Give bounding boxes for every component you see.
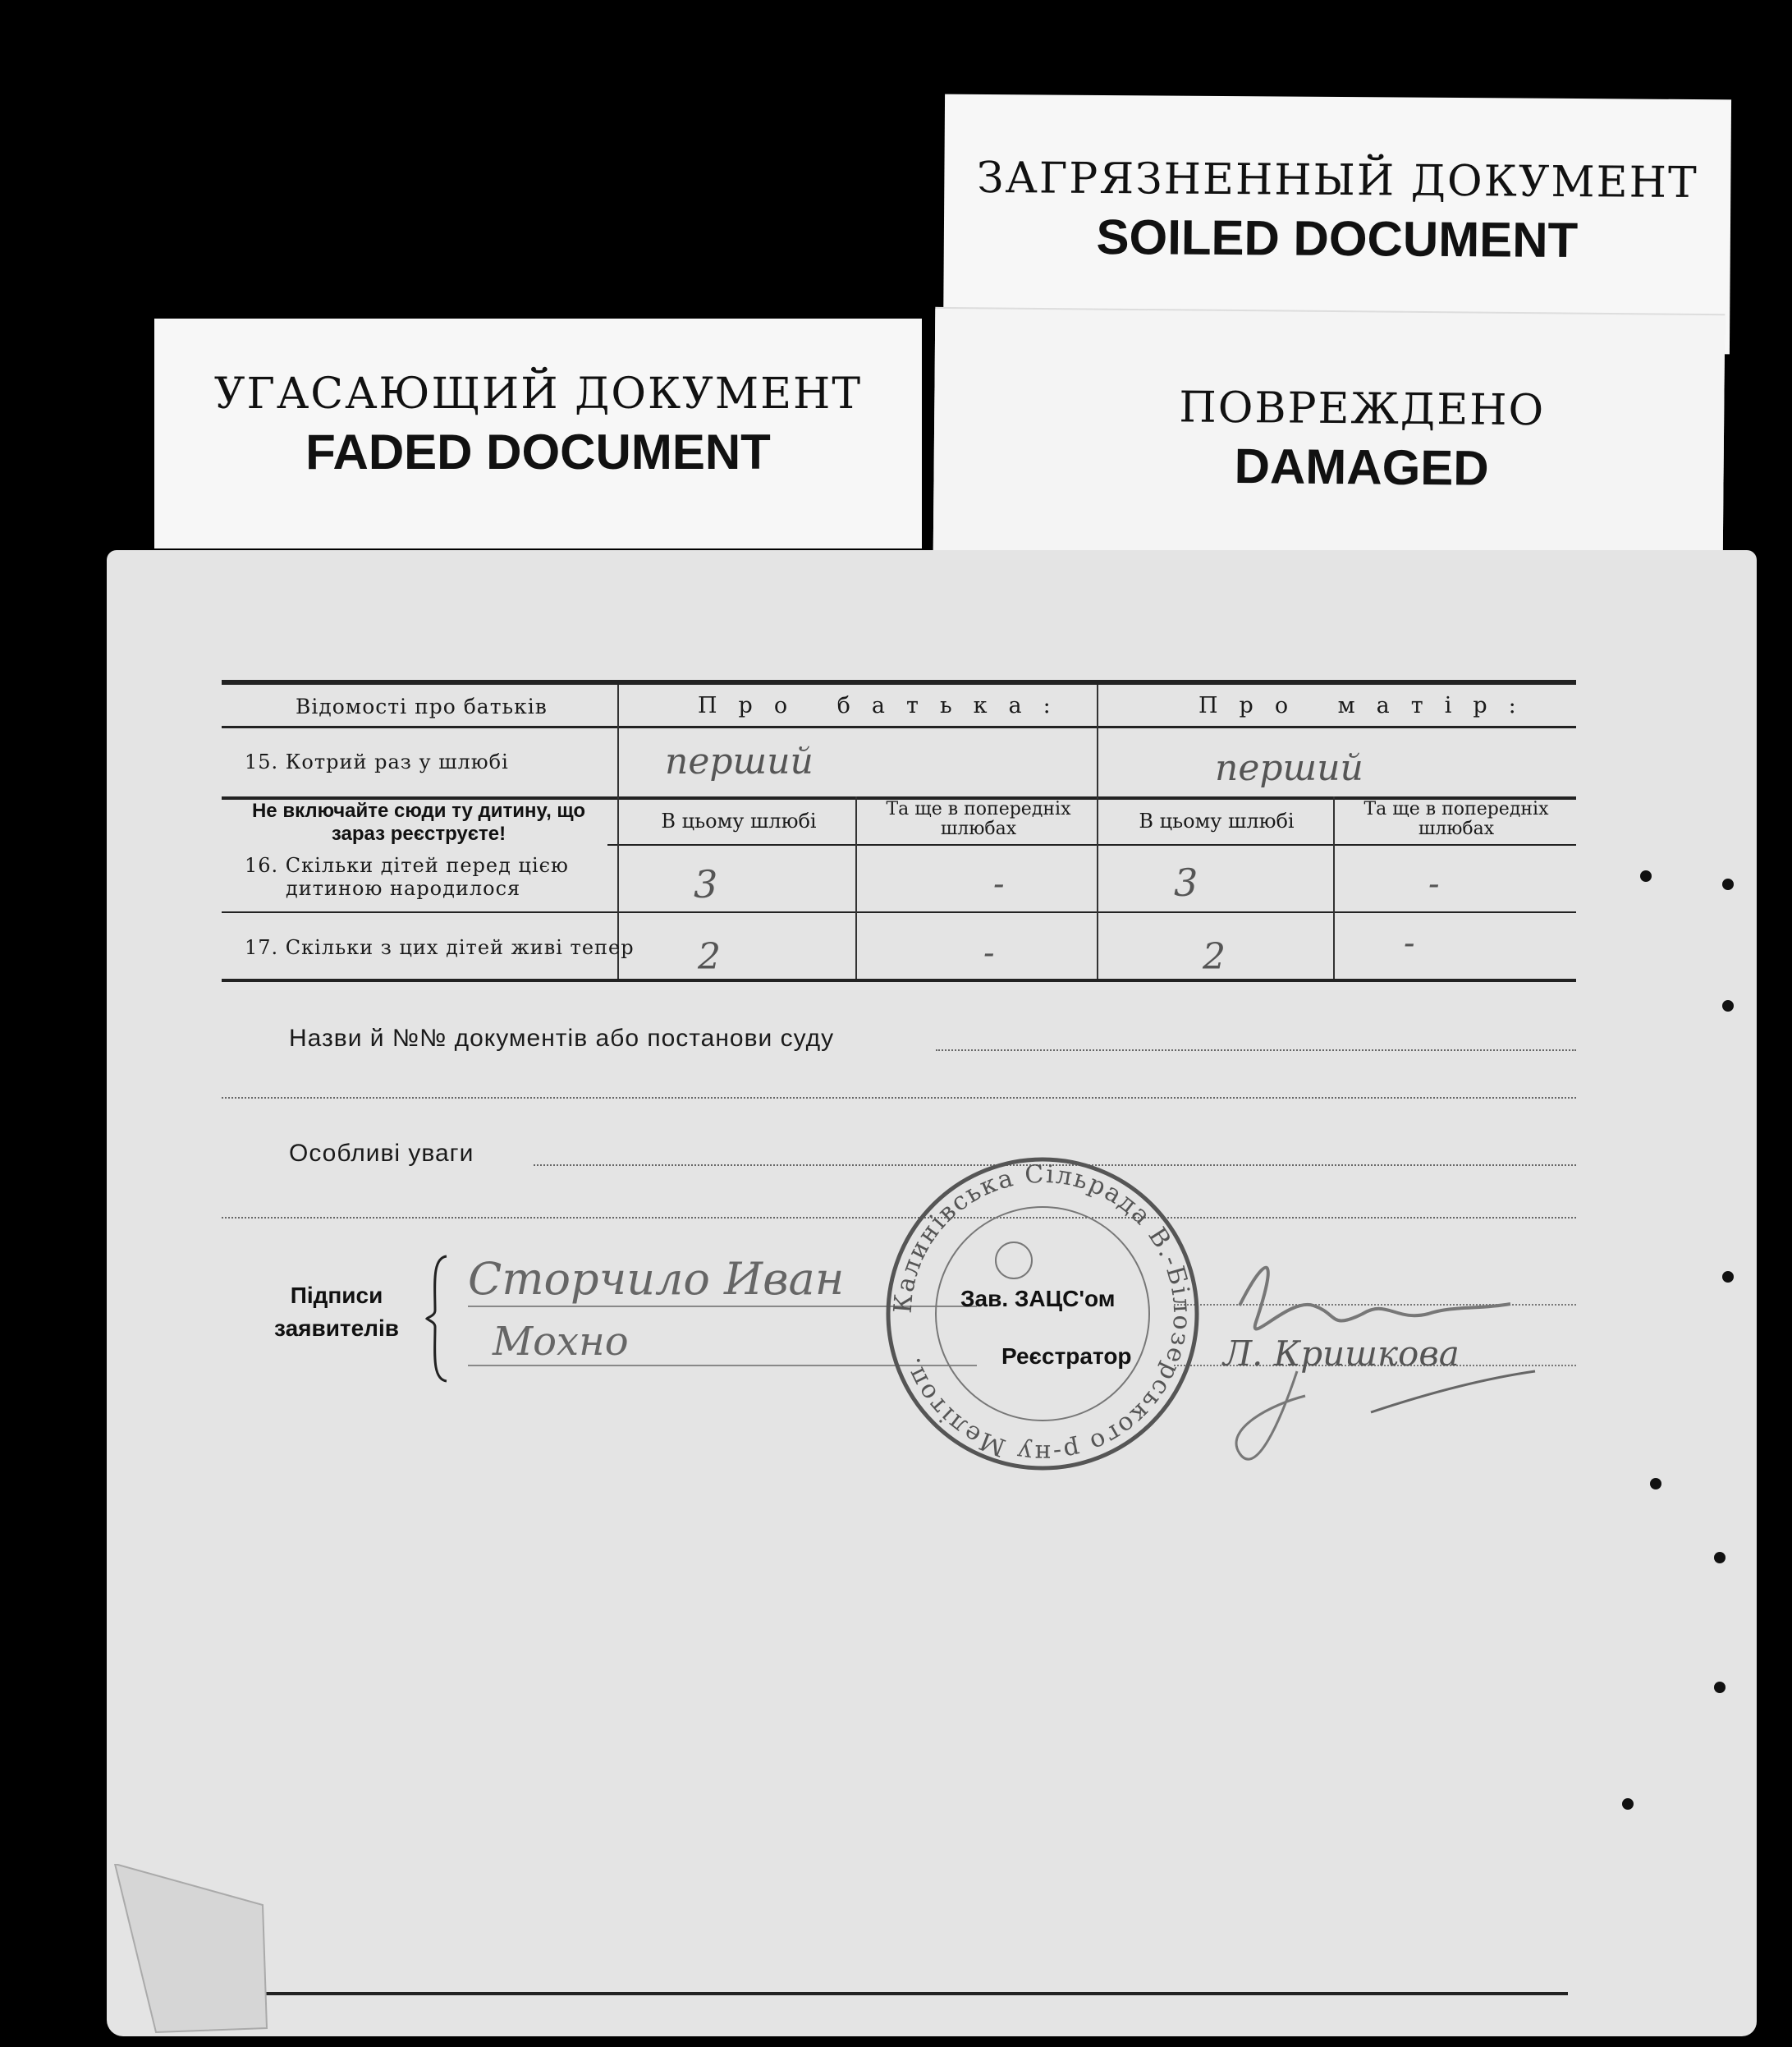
punch-hole-1	[1640, 870, 1652, 882]
header-parents-info: Відомості про батьків	[296, 695, 548, 718]
signatures-brace	[425, 1253, 450, 1384]
exclude-child-note: Не включайте сюди ту дитину, що зараз реєструєте!	[251, 800, 586, 845]
table-col-divider-1	[617, 685, 619, 979]
table-col-divider-3	[1097, 685, 1098, 979]
table-top-rule	[222, 680, 1576, 685]
row17-father-prev: -	[983, 934, 995, 972]
row15-label: 15. Котрий раз у шлюбі	[245, 750, 509, 773]
father-this-marriage-head: В цьому шлюбі	[661, 810, 817, 833]
soiled-label-en: SOILED DOCUMENT	[1096, 209, 1579, 268]
row17-label: 17. Скільки з цих дітей живі тепер	[245, 936, 635, 959]
row17-father-this: 2	[698, 936, 721, 978]
punch-hole-6	[1714, 1552, 1726, 1563]
punch-hole-7	[1714, 1682, 1726, 1693]
damaged-label	[933, 309, 1726, 562]
punch-hole-2	[1722, 879, 1734, 890]
table-col-divider-4	[1333, 796, 1335, 979]
documents-field-line-2	[222, 1097, 1576, 1099]
stamp-outer-text: Калинівська Сільрада В.-Білозерського р-ну Мелітоп.	[888, 1159, 1197, 1468]
row17-mother-this: 2	[1203, 936, 1226, 978]
zags-head-label: Зав. ЗАЦС'ом	[960, 1286, 1116, 1311]
table-header-rule	[222, 726, 1576, 728]
punch-hole-8	[1622, 1798, 1634, 1810]
faded-document-label	[154, 319, 922, 548]
registrar-label: Реєстратор	[1001, 1343, 1132, 1369]
header-father: Про батька:	[698, 693, 1072, 718]
folded-corner	[107, 1864, 271, 2036]
faded-label-ru: УГАСАЮЩИЙ ДОКУМЕНТ	[213, 369, 863, 419]
page-bottom-rule	[246, 1992, 1568, 1995]
father-prev-marriages-head: Та ще в попередніх шлюбах	[886, 799, 1071, 839]
header-mother: Про матір:	[1198, 693, 1538, 718]
punch-hole-4	[1722, 1271, 1734, 1283]
damaged-label-en: DAMAGED	[1234, 438, 1489, 496]
damaged-label-ru: ПОВРЕЖДЕНО	[1179, 383, 1546, 436]
row16-label-line1: 16. Скільки дітей перед цією	[245, 854, 569, 877]
row17-mother-prev: -	[1404, 925, 1415, 962]
row16-father-this: 3	[694, 862, 718, 906]
registrar-signature: Л. Кришкова	[1223, 1333, 1460, 1374]
applicant-1-signature: Сторчило Иван	[468, 1253, 845, 1305]
row16-mother-this: 3	[1174, 861, 1198, 905]
applicants-signatures-label: Підписи заявителів	[274, 1283, 399, 1341]
row16-label-line2: дитиною народилося	[286, 877, 521, 900]
documents-field-label: Назви й №№ документів або постанови суду	[289, 1025, 835, 1052]
faded-label-en: FADED DOCUMENT	[305, 425, 771, 480]
row16-father-prev: -	[993, 865, 1005, 903]
punch-hole-5	[1650, 1478, 1661, 1489]
table-col-divider-2	[855, 796, 857, 979]
row15-father-value: перший	[665, 741, 814, 783]
row15-mother-value: перший	[1215, 747, 1363, 789]
table-bottom-rule	[222, 979, 1576, 982]
punch-hole-3	[1722, 1000, 1734, 1012]
document-page	[107, 550, 1757, 2036]
row16-mother-prev: -	[1428, 865, 1440, 903]
official-stamp	[882, 1154, 1203, 1474]
mother-prev-marriages-head: Та ще в попередніх шлюбах	[1363, 799, 1549, 839]
remarks-field-label: Особливі уваги	[289, 1140, 474, 1167]
documents-field-line	[936, 1049, 1576, 1051]
applicant-2-signature: Мохно	[493, 1319, 629, 1365]
mother-this-marriage-head: В цьому шлюбі	[1139, 810, 1295, 833]
table-row16-rule	[222, 911, 1576, 913]
soiled-label-ru: ЗАГРЯЗНЕННЫЙ ДОКУМЕНТ	[976, 153, 1698, 209]
table-subhead-rule	[607, 844, 1576, 846]
